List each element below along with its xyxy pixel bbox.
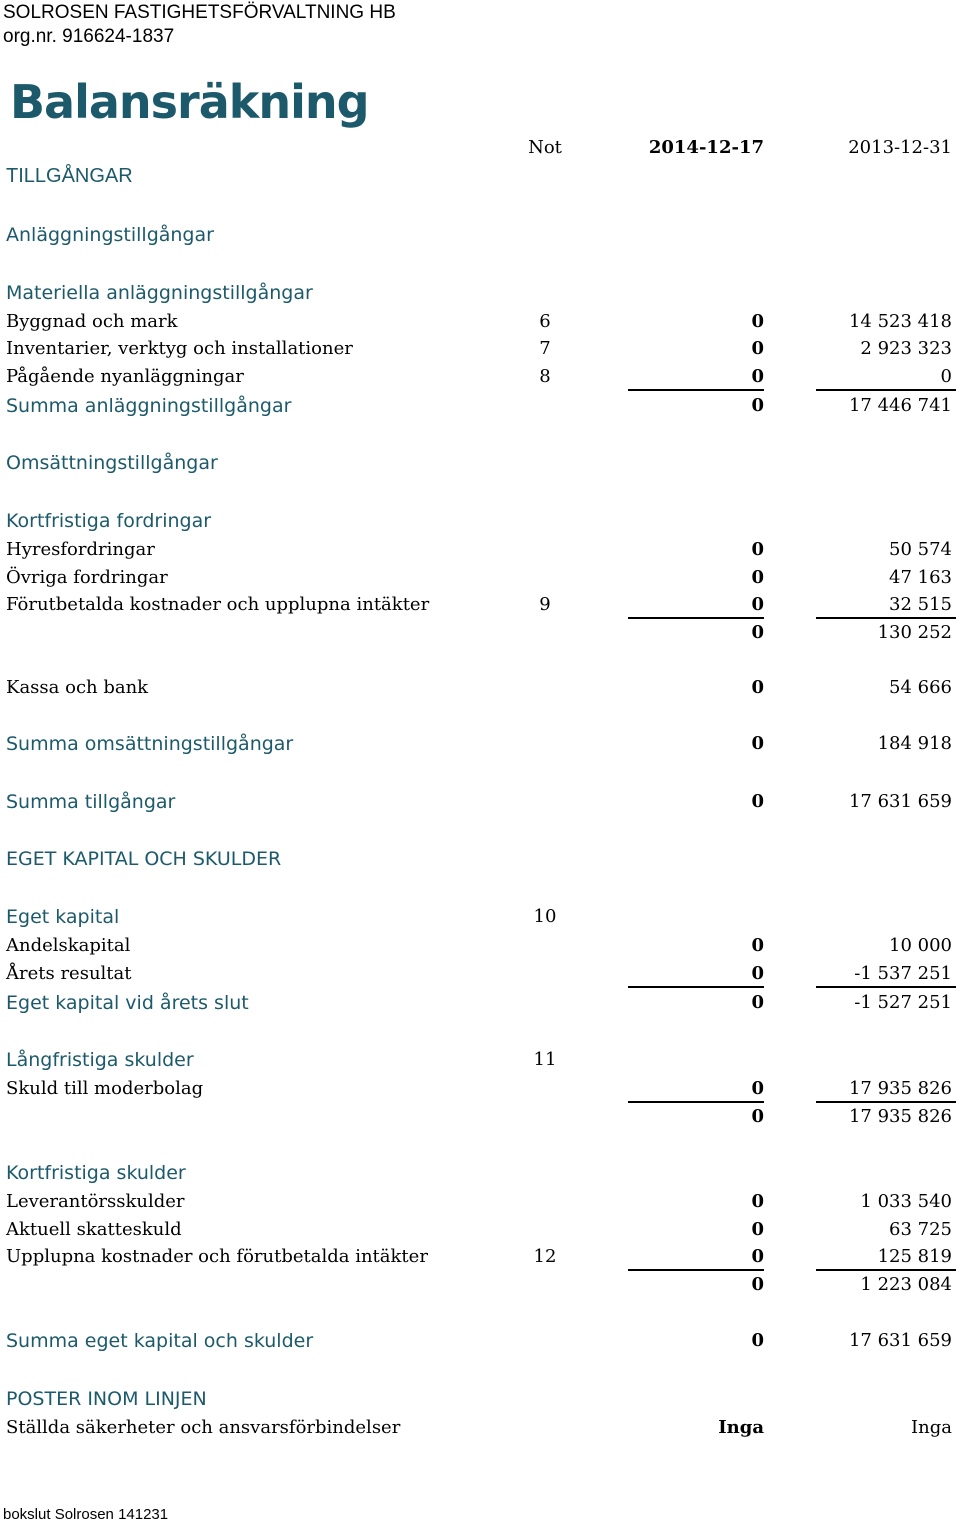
section-omsattningstillgangar <box>0 450 960 476</box>
row-previous: Inga <box>911 1417 952 1438</box>
section-poster-inom-linjen <box>0 1386 960 1412</box>
row-current: 0 <box>751 338 764 359</box>
row-ovriga-fordringar <box>0 565 960 591</box>
section-label: Eget kapital <box>6 906 120 928</box>
row-current: 0 <box>751 1106 764 1127</box>
sum-line <box>816 1101 956 1103</box>
section-kortfristiga-skulder <box>0 1160 960 1186</box>
section-tillgangar <box>0 163 960 189</box>
row-previous: 17 446 741 <box>848 395 952 416</box>
row-current: 0 <box>751 963 764 984</box>
row-label: Skuld till moderbolag <box>6 1078 204 1099</box>
section-label: POSTER INOM LINJEN <box>6 1388 207 1410</box>
section-eget-kapital <box>0 904 960 930</box>
column-header-row <box>0 135 960 161</box>
row-skuld-moderbolag <box>0 1076 960 1102</box>
row-current: 0 <box>751 567 764 588</box>
row-previous: 184 918 <box>877 733 952 754</box>
page-title: Balansräkning <box>10 75 369 129</box>
row-kassa-bank <box>0 675 960 701</box>
row-label: Summa omsättningstillgångar <box>6 733 294 755</box>
row-note: 8 <box>539 366 551 387</box>
sum-line <box>628 1101 764 1103</box>
section-eget-kapital-och-skulder <box>0 846 960 872</box>
row-note: 9 <box>539 594 551 615</box>
row-summa-anlaggningstillgangar <box>0 393 960 419</box>
row-previous: -1 527 251 <box>854 992 952 1013</box>
sum-line <box>628 1269 764 1271</box>
sum-line <box>816 1269 956 1271</box>
row-label: Hyresfordringar <box>6 539 155 560</box>
row-current: 0 <box>751 1078 764 1099</box>
row-note: 7 <box>539 338 551 359</box>
sum-line <box>628 389 764 391</box>
org-number: org.nr. 916624-1837 <box>3 26 175 47</box>
row-leverantorsskulder <box>0 1189 960 1215</box>
column-previous-date: 2013-12-31 <box>848 137 952 158</box>
row-stallda-sakerheter <box>0 1415 960 1441</box>
row-current: 0 <box>751 395 764 416</box>
row-label: Summa tillgångar <box>6 791 176 813</box>
row-note: 10 <box>533 906 557 927</box>
row-previous: 1 223 084 <box>860 1274 952 1295</box>
row-previous: 50 574 <box>889 539 952 560</box>
row-arets-resultat <box>0 961 960 987</box>
row-summa-eget-kapital-och-skulder <box>0 1328 960 1354</box>
row-previous: 125 819 <box>877 1246 952 1267</box>
sum-line <box>628 617 764 619</box>
row-subtotal-kortfristiga <box>0 1272 960 1298</box>
row-label: Ställda säkerheter och ansvarsförbindelser <box>6 1417 401 1438</box>
sum-line <box>816 389 956 391</box>
section-materiella <box>0 280 960 306</box>
row-current: 0 <box>751 1219 764 1240</box>
row-previous: 17 631 659 <box>848 791 952 812</box>
row-current: Inga <box>718 1417 764 1438</box>
row-label: Andelskapital <box>6 935 131 956</box>
row-current: 0 <box>751 311 764 332</box>
row-note: 6 <box>539 311 551 332</box>
row-label: Årets resultat <box>6 963 132 984</box>
row-summa-tillgangar <box>0 789 960 815</box>
footer-text: bokslut Solrosen 141231 <box>3 1506 169 1523</box>
row-label: Kassa och bank <box>6 677 149 698</box>
row-previous: 14 523 418 <box>848 311 952 332</box>
row-current: 0 <box>751 1330 764 1351</box>
row-aktuell-skatteskuld <box>0 1217 960 1243</box>
section-kortfristiga-fordringar <box>0 508 960 534</box>
row-label: Summa anläggningstillgångar <box>6 395 292 417</box>
row-current: 0 <box>751 594 764 615</box>
row-subtotal-fordringar <box>0 620 960 646</box>
row-previous: 63 725 <box>889 1219 952 1240</box>
row-note: 11 <box>533 1049 557 1070</box>
row-eget-kapital-vid-arets-slut <box>0 990 960 1016</box>
row-previous: 17 935 826 <box>848 1078 952 1099</box>
row-inventarier <box>0 336 960 362</box>
row-previous: 54 666 <box>889 677 952 698</box>
row-label: Byggnad och mark <box>6 311 178 332</box>
row-note: 12 <box>533 1246 557 1267</box>
row-label: Övriga fordringar <box>6 567 168 588</box>
row-current: 0 <box>751 1246 764 1267</box>
row-current: 0 <box>751 677 764 698</box>
row-label: Pågående nyanläggningar <box>6 366 244 387</box>
row-previous: -1 537 251 <box>854 963 952 984</box>
section-label: Materiella anläggningstillgångar <box>6 282 313 304</box>
row-current: 0 <box>751 935 764 956</box>
sum-line <box>816 617 956 619</box>
section-label: TILLGÅNGAR <box>6 165 133 187</box>
row-previous: 10 000 <box>889 935 952 956</box>
row-previous: 0 <box>940 366 952 387</box>
row-previous: 17 631 659 <box>848 1330 952 1351</box>
row-current: 0 <box>751 366 764 387</box>
row-current: 0 <box>751 1191 764 1212</box>
row-current: 0 <box>751 1274 764 1295</box>
section-label: Anläggningstillgångar <box>6 224 214 246</box>
row-label: Summa eget kapital och skulder <box>6 1330 314 1352</box>
row-previous: 2 923 323 <box>860 338 952 359</box>
row-label: Leverantörsskulder <box>6 1191 185 1212</box>
row-current: 0 <box>751 992 764 1013</box>
section-langfristiga-skulder <box>0 1047 960 1073</box>
row-previous: 17 935 826 <box>848 1106 952 1127</box>
section-label: EGET KAPITAL OCH SKULDER <box>6 848 282 870</box>
row-previous: 47 163 <box>889 567 952 588</box>
row-label: Aktuell skatteskuld <box>6 1219 182 1240</box>
row-andelskapital <box>0 933 960 959</box>
section-label: Kortfristiga skulder <box>6 1162 186 1184</box>
section-label: Kortfristiga fordringar <box>6 510 212 532</box>
row-current: 0 <box>751 733 764 754</box>
sum-line <box>816 986 956 988</box>
row-previous: 32 515 <box>889 594 952 615</box>
row-label: Inventarier, verktyg och installationer <box>6 338 353 359</box>
row-previous: 1 033 540 <box>860 1191 952 1212</box>
row-subtotal-langfristiga <box>0 1104 960 1130</box>
row-forutbetalda <box>0 592 960 618</box>
column-not: Not <box>528 137 562 158</box>
row-hyresfordringar <box>0 537 960 563</box>
row-label: Eget kapital vid årets slut <box>6 992 249 1014</box>
row-current: 0 <box>751 791 764 812</box>
row-current: 0 <box>751 622 764 643</box>
row-pagaende <box>0 364 960 390</box>
section-label: Långfristiga skulder <box>6 1049 194 1071</box>
row-byggnad <box>0 309 960 335</box>
section-anlaggningstillgangar <box>0 222 960 248</box>
row-upplupna-kostnader <box>0 1244 960 1270</box>
sum-line <box>628 986 764 988</box>
company-name: SOLROSEN FASTIGHETSFÖRVALTNING HB <box>3 2 396 23</box>
row-summa-omsattningstillgangar <box>0 731 960 757</box>
row-label: Upplupna kostnader och förutbetalda intäkter <box>6 1246 428 1267</box>
section-label: Omsättningstillgångar <box>6 452 218 474</box>
row-label: Förutbetalda kostnader och upplupna intäkter <box>6 594 430 615</box>
row-previous: 130 252 <box>877 622 952 643</box>
column-current-date: 2014-12-17 <box>648 137 764 158</box>
row-current: 0 <box>751 539 764 560</box>
